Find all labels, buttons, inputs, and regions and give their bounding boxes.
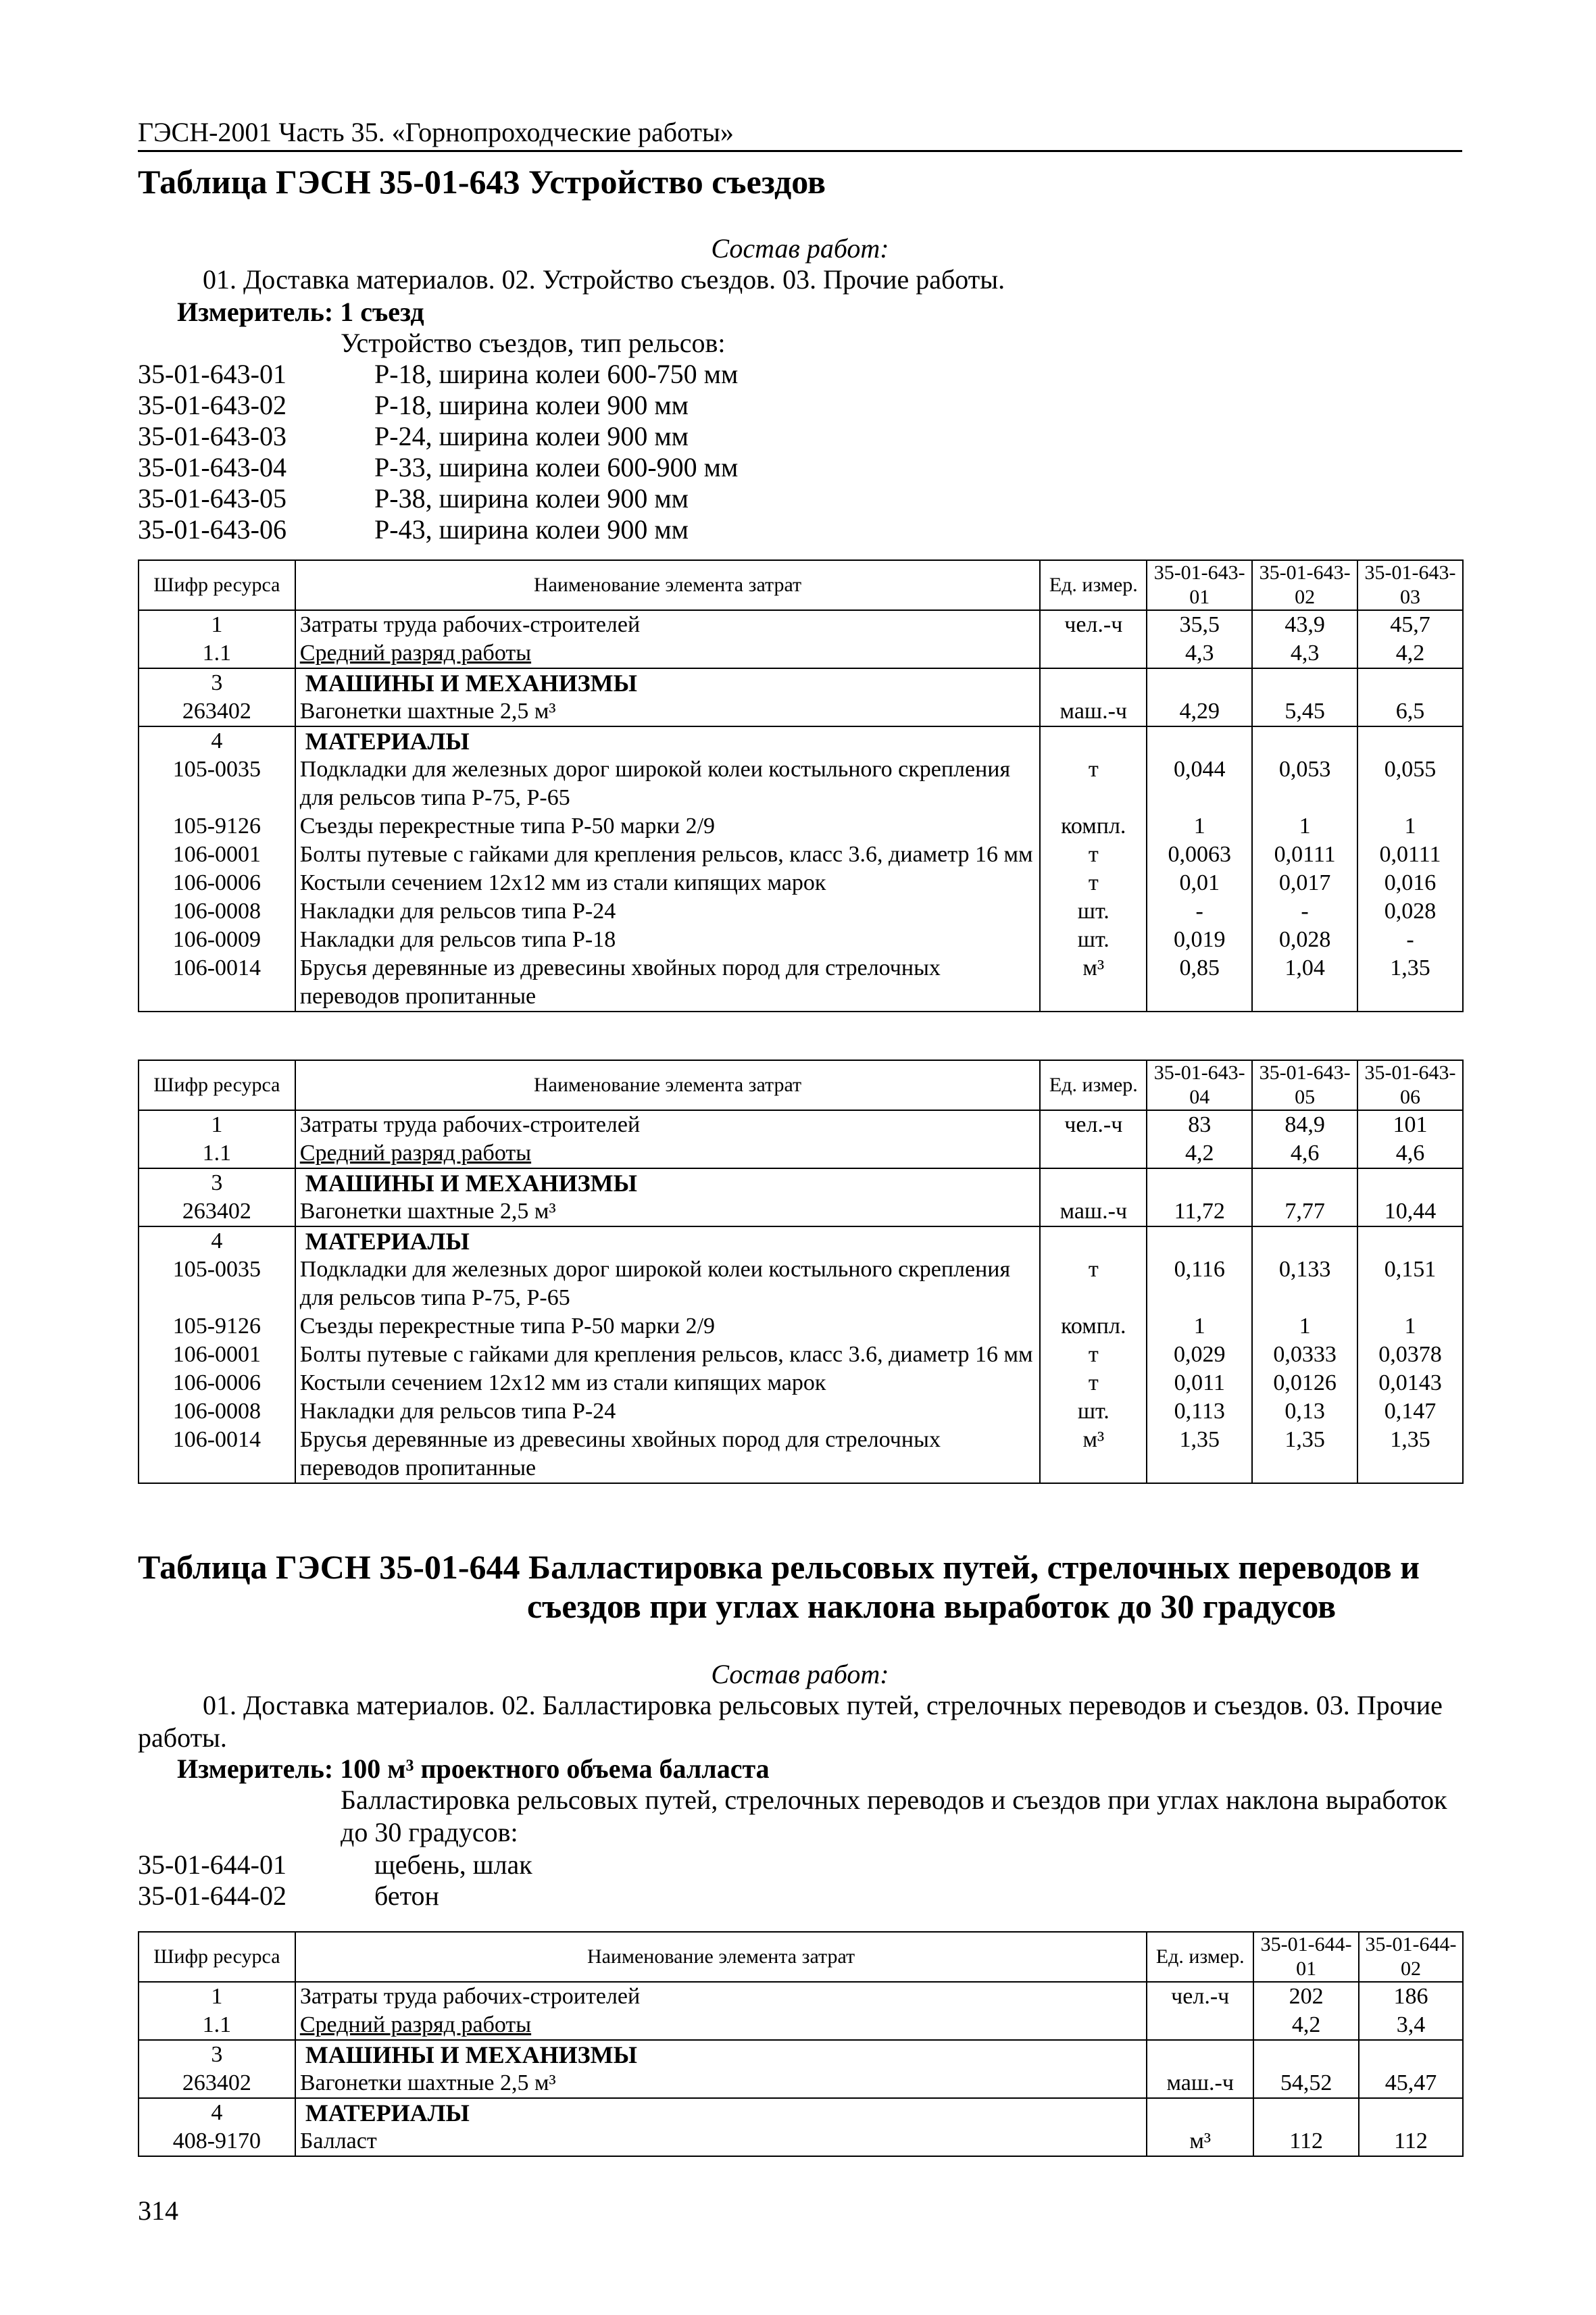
table-header-row	[139, 560, 1463, 610]
resource-value: 6,5	[1357, 697, 1463, 726]
resource-unit: м³	[1147, 2127, 1253, 2156]
section-title: МАШИНЫ И МЕХАНИЗМЫ	[295, 668, 1041, 697]
section-code: 4	[139, 1226, 295, 1255]
page-number: 314	[138, 2195, 178, 2226]
section-code: 4	[139, 726, 295, 755]
resource-code: 105-9126	[139, 812, 295, 841]
resource-value	[1147, 726, 1252, 755]
variant-desc: Р-38, ширина колеи 900 мм	[374, 483, 689, 514]
resource-unit: чел.-ч	[1040, 610, 1147, 639]
resource-value	[1252, 1168, 1357, 1197]
resource-name: Средний разряд работы	[295, 1139, 1041, 1168]
table-row	[139, 841, 1463, 869]
resource-name: Средний разряд работы	[295, 639, 1041, 668]
resource-value	[1253, 2040, 1359, 2069]
resource-code: 106-0006	[139, 869, 295, 897]
resource-name: Вагонетки шахтные 2,5 м³	[295, 697, 1041, 726]
resource-value: 0,0333	[1252, 1341, 1357, 1369]
table-row	[139, 755, 1463, 812]
resource-value	[1147, 668, 1252, 697]
resource-value: 0,053	[1252, 755, 1357, 812]
variant-desc: Р-43, ширина колеи 900 мм	[374, 514, 689, 545]
resource-value: 11,72	[1147, 1197, 1252, 1226]
table-row	[139, 1312, 1463, 1341]
resource-name: Костыли сечением 12х12 мм из стали кипящих марок	[295, 869, 1041, 897]
resource-unit: т	[1040, 1369, 1147, 1397]
table-row	[139, 954, 1463, 1012]
resource-name: Подкладки для железных дорог широкой колеи костыльного скрепления для рельсов типа Р-75, Р-65	[295, 1255, 1041, 1312]
resource-code: 106-0001	[139, 1341, 295, 1369]
variant-desc: Р-18, ширина колеи 600-750 мм	[374, 359, 739, 389]
header-rule	[138, 150, 1462, 152]
table-row	[139, 610, 1463, 639]
resource-name: Костыли сечением 12х12 мм из стали кипящих марок	[295, 1369, 1041, 1397]
header-code: Шифр ресурса	[139, 1060, 295, 1110]
variant-code: 35-01-643-01	[138, 359, 286, 389]
resource-value: 1,35	[1357, 954, 1463, 1012]
works-text-644: 01. Доставка материалов. 02. Балластировка рельсовых путей, стрелочных переводов и съездов. 03. Прочие работы.	[138, 1690, 1443, 1753]
resource-unit: шт.	[1040, 926, 1147, 954]
resource-code: 263402	[139, 2069, 295, 2098]
resource-value: 5,45	[1252, 697, 1357, 726]
resource-code: 1.1	[139, 1139, 295, 1168]
resource-name: Накладки для рельсов типа Р-18	[295, 926, 1041, 954]
variant-code: 35-01-643-03	[138, 421, 286, 451]
header-variant: 35-01-644-01	[1253, 1932, 1359, 1982]
resource-name: Вагонетки шахтные 2,5 м³	[295, 2069, 1147, 2098]
variant-desc: бетон	[374, 1881, 439, 1911]
resource-value: 0,028	[1252, 926, 1357, 954]
resource-value: 0,0126	[1252, 1369, 1357, 1397]
resource-code: 1	[139, 1982, 295, 2011]
intro-643: Устройство съездов, тип рельсов:	[341, 328, 726, 358]
table-row	[139, 2127, 1463, 2156]
table-row	[139, 1369, 1463, 1397]
works-label-643: Состав работ:	[711, 233, 889, 264]
resource-value: 112	[1253, 2127, 1359, 2156]
resource-value: 0,116	[1147, 1255, 1252, 1312]
resource-name: Брусья деревянные из древесины хвойных пород для стрелочных переводов пропитанные	[295, 1426, 1041, 1483]
table-row	[139, 926, 1463, 954]
table-row	[139, 1426, 1463, 1483]
table-row	[139, 726, 1463, 755]
resource-code: 1.1	[139, 2011, 295, 2040]
resource-name: Средний разряд работы	[295, 2011, 1147, 2040]
resource-code: 106-0008	[139, 1397, 295, 1426]
resource-value: 4,3	[1147, 639, 1252, 668]
table-644-title-line2: съездов при углах наклона выработок до 30 градусов	[527, 1587, 1337, 1625]
resource-value: 1,04	[1252, 954, 1357, 1012]
intro-644: Балластировка рельсовых путей, стрелочных переводов и съездов при углах наклона выработок до 30 градусов:	[341, 1785, 1447, 1847]
resource-code: 106-0014	[139, 1426, 295, 1483]
resource-name: Съезды перекрестные типа Р-50 марки 2/9	[295, 812, 1041, 841]
resource-code: 408-9170	[139, 2127, 295, 2156]
resource-name: Затраты труда рабочих-строителей	[295, 1110, 1041, 1139]
section-title: МАТЕРИАЛЫ	[295, 2098, 1147, 2127]
table-row	[139, 1168, 1463, 1197]
resource-value: 0,044	[1147, 755, 1252, 812]
variant-desc: Р-18, ширина колеи 900 мм	[374, 390, 689, 420]
resource-value: 4,6	[1252, 1139, 1357, 1168]
resource-name: Накладки для рельсов типа Р-24	[295, 897, 1041, 926]
resource-value: 0,016	[1357, 869, 1463, 897]
resource-unit: шт.	[1040, 1397, 1147, 1426]
resource-value	[1357, 726, 1463, 755]
resource-value: 0,0378	[1357, 1341, 1463, 1369]
resource-value: 0,133	[1252, 1255, 1357, 1312]
resource-value: 1	[1252, 1312, 1357, 1341]
resource-code: 105-0035	[139, 1255, 295, 1312]
table-row	[139, 1110, 1463, 1139]
resource-value: 7,77	[1252, 1197, 1357, 1226]
resource-code: 106-0009	[139, 926, 295, 954]
resource-value: 0,019	[1147, 926, 1252, 954]
resource-value: 1	[1252, 812, 1357, 841]
table-row	[139, 1139, 1463, 1168]
resource-value: 4,6	[1357, 1139, 1463, 1168]
resource-unit: шт.	[1040, 897, 1147, 926]
section-code: 4	[139, 2098, 295, 2127]
resource-value: 4,3	[1252, 639, 1357, 668]
resource-code: 106-0008	[139, 897, 295, 926]
resource-value: 1	[1147, 1312, 1252, 1341]
variant-code: 35-01-644-01	[138, 1849, 286, 1880]
resource-value: 0,151	[1357, 1255, 1463, 1312]
resource-name: Подкладки для железных дорог широкой колеи костыльного скрепления для рельсов типа Р-75, Р-65	[295, 755, 1041, 812]
variant-code: 35-01-644-02	[138, 1881, 286, 1911]
resource-code: 263402	[139, 1197, 295, 1226]
table-row	[139, 812, 1463, 841]
resource-unit: компл.	[1040, 1312, 1147, 1341]
resource-value: 4,29	[1147, 697, 1252, 726]
resource-unit: т	[1040, 869, 1147, 897]
meter-643: Измеритель: 1 съезд	[177, 297, 424, 327]
resource-table-644	[138, 1931, 1464, 2157]
resource-name: Затраты труда рабочих-строителей	[295, 1982, 1147, 2011]
variant-desc: Р-24, ширина колеи 900 мм	[374, 421, 689, 451]
table-row	[139, 2069, 1463, 2098]
table-644-title	[138, 1547, 1462, 1626]
resource-code: 1.1	[139, 639, 295, 668]
section-title: МАШИНЫ И МЕХАНИЗМЫ	[295, 1168, 1041, 1197]
table-row	[139, 697, 1463, 726]
resource-value: 0,0111	[1252, 841, 1357, 869]
resource-value	[1147, 1168, 1252, 1197]
resource-value: 45,7	[1357, 610, 1463, 639]
header-unit: Ед. измер.	[1147, 1932, 1253, 1982]
table-row	[139, 2011, 1463, 2040]
resource-unit	[1040, 639, 1147, 668]
resource-name: Болты путевые с гайками для крепления рельсов, класс 3.6, диаметр 16 мм	[295, 1341, 1041, 1369]
resource-value	[1253, 2098, 1359, 2127]
resource-value	[1252, 1226, 1357, 1255]
resource-value: 186	[1359, 1982, 1463, 2011]
resource-code: 106-0014	[139, 954, 295, 1012]
resource-value: 112	[1359, 2127, 1463, 2156]
works-label-644: Состав работ:	[711, 1659, 889, 1689]
resource-value: 45,47	[1359, 2069, 1463, 2098]
header-variant: 35-01-643-01	[1147, 560, 1252, 610]
resource-unit: т	[1040, 755, 1147, 812]
variant-code: 35-01-643-04	[138, 452, 286, 482]
resource-value: 101	[1357, 1110, 1463, 1139]
section-code: 3	[139, 2040, 295, 2069]
resource-unit	[1147, 2098, 1253, 2127]
header-variant: 35-01-643-05	[1252, 1060, 1357, 1110]
resource-value: 0,113	[1147, 1397, 1252, 1426]
resource-table-643-b	[138, 1060, 1464, 1484]
resource-code: 105-0035	[139, 755, 295, 812]
resource-value: 0,017	[1252, 869, 1357, 897]
works-text-643: 01. Доставка материалов. 02. Устройство съездов. 03. Прочие работы.	[203, 264, 1005, 295]
resource-unit: маш.-ч	[1040, 1197, 1147, 1226]
resource-code: 106-0001	[139, 841, 295, 869]
meter-644: Измеритель: 100 м³ проектного объема балласта	[177, 1753, 770, 1784]
resource-unit	[1040, 1226, 1147, 1255]
resource-value: 0,055	[1357, 755, 1463, 812]
header-unit: Ед. измер.	[1040, 1060, 1147, 1110]
resource-unit	[1040, 1168, 1147, 1197]
resource-value: 54,52	[1253, 2069, 1359, 2098]
resource-value: 1	[1147, 812, 1252, 841]
table-header-row	[139, 1060, 1463, 1110]
variant-desc: щебень, шлак	[374, 1849, 532, 1880]
resource-value	[1252, 668, 1357, 697]
resource-value: 0,028	[1357, 897, 1463, 926]
resource-code: 1	[139, 610, 295, 639]
resource-value	[1359, 2098, 1463, 2127]
resource-unit: компл.	[1040, 812, 1147, 841]
resource-value	[1357, 668, 1463, 697]
resource-value: 1	[1357, 812, 1463, 841]
table-row	[139, 639, 1463, 668]
table-row	[139, 668, 1463, 697]
resource-code: 105-9126	[139, 1312, 295, 1341]
running-header: ГЭСН-2001 Часть 35. «Горнопроходческие работы»	[138, 117, 734, 147]
variant-code: 35-01-643-06	[138, 514, 286, 545]
resource-value: 10,44	[1357, 1197, 1463, 1226]
resource-value: 84,9	[1252, 1110, 1357, 1139]
resource-unit	[1147, 2011, 1253, 2040]
resource-unit: маш.-ч	[1040, 697, 1147, 726]
resource-value: 3,4	[1359, 2011, 1463, 2040]
section-code: 3	[139, 668, 295, 697]
resource-value: 1	[1357, 1312, 1463, 1341]
table-row	[139, 1397, 1463, 1426]
resource-value: -	[1252, 897, 1357, 926]
resource-value: 0,029	[1147, 1341, 1252, 1369]
resource-unit: м³	[1040, 954, 1147, 1012]
resource-code: 263402	[139, 697, 295, 726]
resource-value: 0,0063	[1147, 841, 1252, 869]
resource-value: 0,147	[1357, 1397, 1463, 1426]
table-row	[139, 1255, 1463, 1312]
resource-value	[1357, 1168, 1463, 1197]
section-title: МАШИНЫ И МЕХАНИЗМЫ	[295, 2040, 1147, 2069]
resource-unit	[1040, 1139, 1147, 1168]
resource-value: -	[1147, 897, 1252, 926]
resource-unit: т	[1040, 1341, 1147, 1369]
resource-unit: м³	[1040, 1426, 1147, 1483]
resource-value: 4,2	[1357, 639, 1463, 668]
resource-value	[1359, 2040, 1463, 2069]
header-variant: 35-01-644-02	[1359, 1932, 1463, 1982]
table-row	[139, 1341, 1463, 1369]
variant-code: 35-01-643-05	[138, 483, 286, 514]
table-row	[139, 1226, 1463, 1255]
resource-value: 35,5	[1147, 610, 1252, 639]
resource-unit	[1040, 668, 1147, 697]
header-name: Наименование элемента затрат	[295, 1932, 1147, 1982]
header-code: Шифр ресурса	[139, 560, 295, 610]
resource-value: 0,011	[1147, 1369, 1252, 1397]
resource-value: 0,85	[1147, 954, 1252, 1012]
table-row	[139, 869, 1463, 897]
resource-value: 1,35	[1252, 1426, 1357, 1483]
resource-name: Балласт	[295, 2127, 1147, 2156]
resource-value: 1,35	[1357, 1426, 1463, 1483]
variant-desc: Р-33, ширина колеи 600-900 мм	[374, 452, 739, 482]
resource-name: Съезды перекрестные типа Р-50 марки 2/9	[295, 1312, 1041, 1341]
resource-name: Брусья деревянные из древесины хвойных пород для стрелочных переводов пропитанные	[295, 954, 1041, 1012]
resource-name: Затраты труда рабочих-строителей	[295, 610, 1041, 639]
resource-value: 43,9	[1252, 610, 1357, 639]
header-name: Наименование элемента затрат	[295, 1060, 1041, 1110]
resource-unit: т	[1040, 841, 1147, 869]
resource-name: Вагонетки шахтные 2,5 м³	[295, 1197, 1041, 1226]
resource-value	[1252, 726, 1357, 755]
table-row	[139, 1197, 1463, 1226]
header-name: Наименование элемента затрат	[295, 560, 1041, 610]
resource-code: 106-0006	[139, 1369, 295, 1397]
resource-unit	[1147, 2040, 1253, 2069]
resource-unit: чел.-ч	[1040, 1110, 1147, 1139]
table-row	[139, 897, 1463, 926]
section-title: МАТЕРИАЛЫ	[295, 726, 1041, 755]
resource-unit: чел.-ч	[1147, 1982, 1253, 2011]
resource-value: -	[1357, 926, 1463, 954]
resource-unit: т	[1040, 1255, 1147, 1312]
resource-value: 0,0143	[1357, 1369, 1463, 1397]
resource-name: Болты путевые с гайками для крепления рельсов, класс 3.6, диаметр 16 мм	[295, 841, 1041, 869]
section-code: 3	[139, 1168, 295, 1197]
resource-value: 4,2	[1253, 2011, 1359, 2040]
table-644-title-line1: Таблица ГЭСН 35-01-644 Балластировка рельсовых путей, стрелочных переводов и	[138, 1548, 1420, 1586]
resource-value	[1147, 1226, 1252, 1255]
header-variant: 35-01-643-04	[1147, 1060, 1252, 1110]
table-row	[139, 2040, 1463, 2069]
resource-value: 1,35	[1147, 1426, 1252, 1483]
resource-name: Накладки для рельсов типа Р-24	[295, 1397, 1041, 1426]
resource-value: 0,01	[1147, 869, 1252, 897]
resource-value: 0,13	[1252, 1397, 1357, 1426]
header-variant: 35-01-643-02	[1252, 560, 1357, 610]
resource-value: 4,2	[1147, 1139, 1252, 1168]
resource-value: 0,0111	[1357, 841, 1463, 869]
table-row	[139, 1982, 1463, 2011]
header-variant: 35-01-643-03	[1357, 560, 1463, 610]
resource-value	[1357, 1226, 1463, 1255]
table-643-title: Таблица ГЭСН 35-01-643 Устройство съездов	[138, 163, 826, 201]
resource-code: 1	[139, 1110, 295, 1139]
variant-code: 35-01-643-02	[138, 390, 286, 420]
resource-value: 202	[1253, 1982, 1359, 2011]
resource-unit	[1040, 726, 1147, 755]
header-code: Шифр ресурса	[139, 1932, 295, 1982]
table-row	[139, 2098, 1463, 2127]
resource-table-643-a	[138, 559, 1464, 1012]
section-title: МАТЕРИАЛЫ	[295, 1226, 1041, 1255]
resource-value: 83	[1147, 1110, 1252, 1139]
resource-unit: маш.-ч	[1147, 2069, 1253, 2098]
header-unit: Ед. измер.	[1040, 560, 1147, 610]
header-variant: 35-01-643-06	[1357, 1060, 1463, 1110]
table-header-row	[139, 1932, 1463, 1982]
